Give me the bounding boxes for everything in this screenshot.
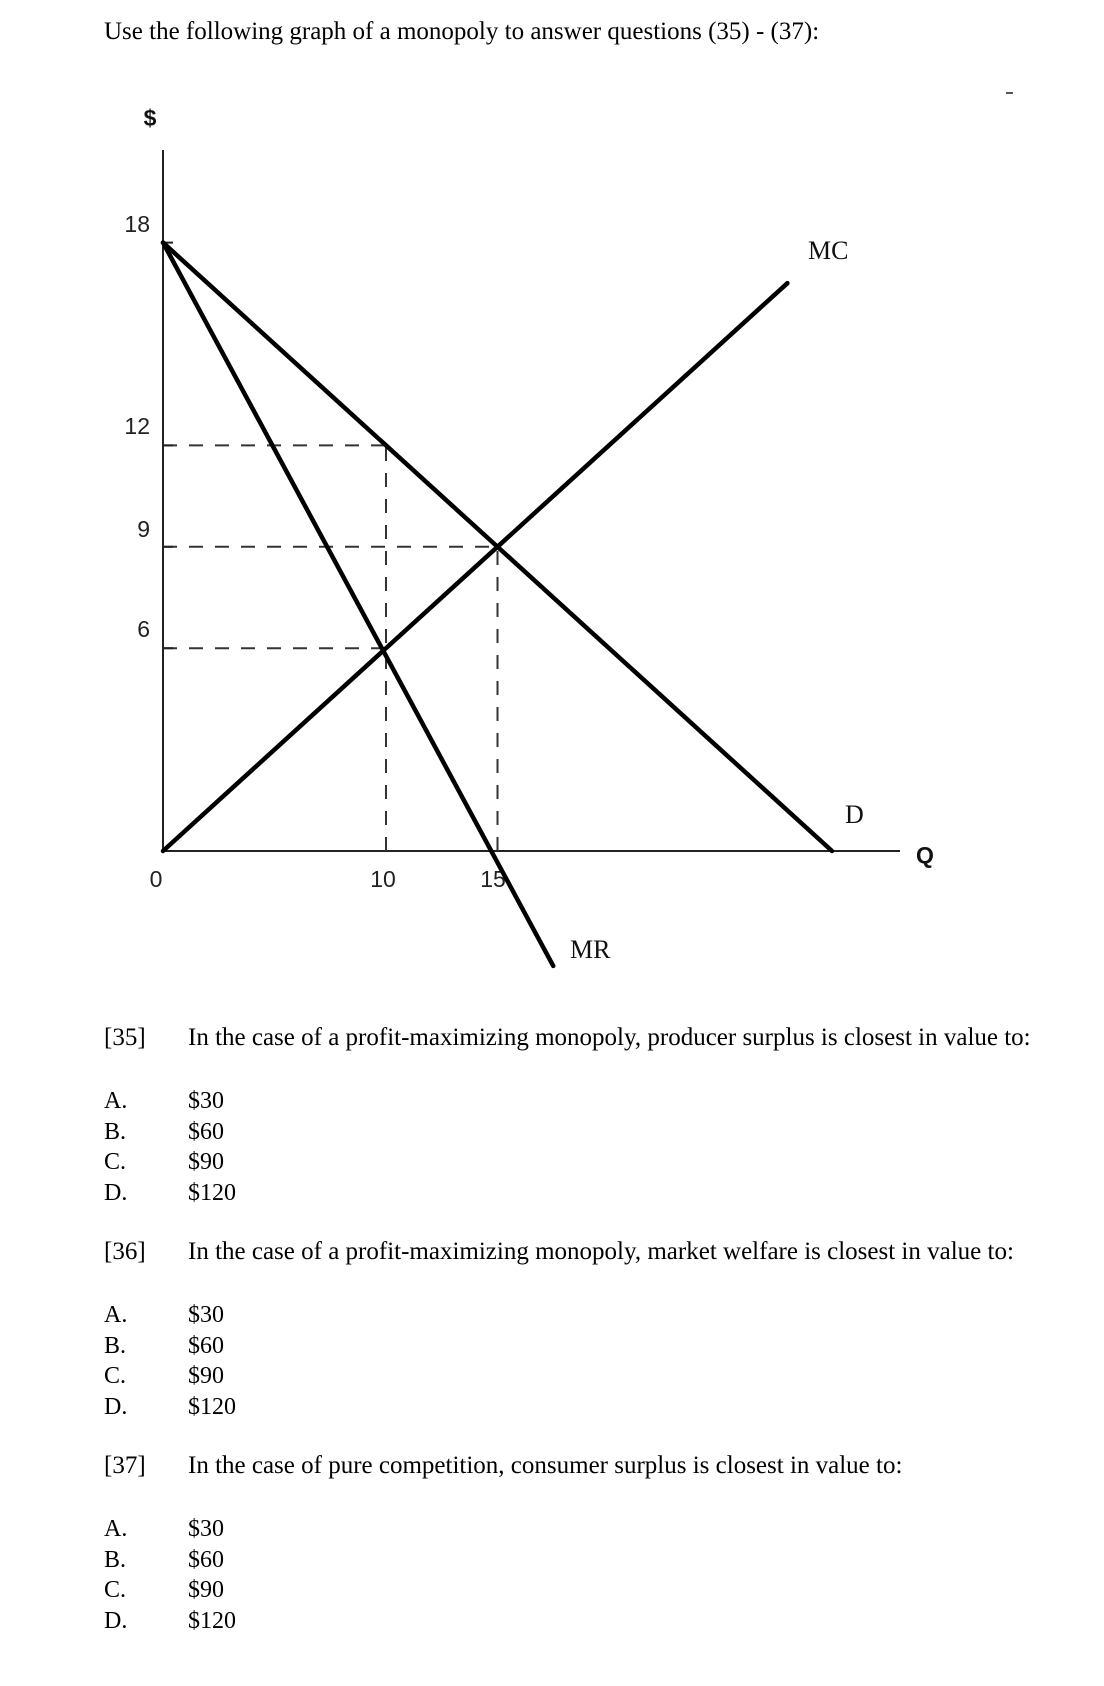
option-value: $60	[188, 1119, 224, 1145]
question-number: [36]	[104, 1238, 146, 1265]
option-letter: A.	[104, 1302, 128, 1328]
option-value: $60	[188, 1547, 224, 1573]
option-letter: B.	[104, 1547, 127, 1573]
x-axis-label: Q	[916, 842, 934, 868]
option-value: $90	[188, 1363, 224, 1389]
y-tick-label: 9	[137, 516, 150, 542]
option-value: $120	[188, 1608, 236, 1634]
option-value: $30	[188, 1302, 224, 1328]
option-letter: C.	[104, 1363, 127, 1389]
x-tick-label: 15	[480, 866, 506, 892]
option-value: $90	[188, 1577, 224, 1603]
mr-label: MR	[570, 935, 611, 964]
question-text: In the case of a profit-maximizing monopoly, market welfare is closest in value to:	[188, 1238, 1014, 1265]
y-tick-label: 12	[124, 413, 150, 439]
option-value: $60	[188, 1333, 224, 1359]
y-tick-label: 6	[137, 616, 150, 642]
option-letter: A.	[104, 1088, 128, 1114]
option-letter: D.	[104, 1608, 128, 1634]
option-letter: C.	[104, 1577, 127, 1603]
mc-label: MC	[808, 236, 849, 265]
question-text: In the case of pure competition, consumer surplus is closest in value to:	[188, 1452, 903, 1479]
question-text: In the case of a profit-maximizing monopoly, producer surplus is closest in value to:	[188, 1024, 1031, 1051]
marginal-cost-curve	[163, 283, 787, 851]
option-value: $30	[188, 1088, 224, 1114]
question-number: [35]	[104, 1024, 146, 1051]
intro-text: Use the following graph of a monopoly to answer questions (35) - (37):	[104, 18, 820, 45]
marginal-revenue-curve	[163, 243, 553, 966]
d-label: D	[845, 800, 864, 829]
option-letter: C.	[104, 1149, 127, 1175]
option-letter: D.	[104, 1180, 128, 1206]
option-value: $30	[188, 1516, 224, 1542]
option-value: $120	[188, 1180, 236, 1206]
option-letter: B.	[104, 1333, 127, 1359]
option-letter: A.	[104, 1516, 128, 1542]
y-axis-label: $	[143, 105, 157, 131]
option-letter: B.	[104, 1119, 127, 1145]
y-tick-label: 18	[124, 211, 150, 237]
option-value: $90	[188, 1149, 224, 1175]
x-tick-label: 10	[370, 866, 396, 892]
option-letter: D.	[104, 1394, 128, 1420]
question-number: [37]	[104, 1452, 146, 1479]
option-value: $120	[188, 1394, 236, 1420]
x-tick-label: 0	[149, 866, 163, 892]
